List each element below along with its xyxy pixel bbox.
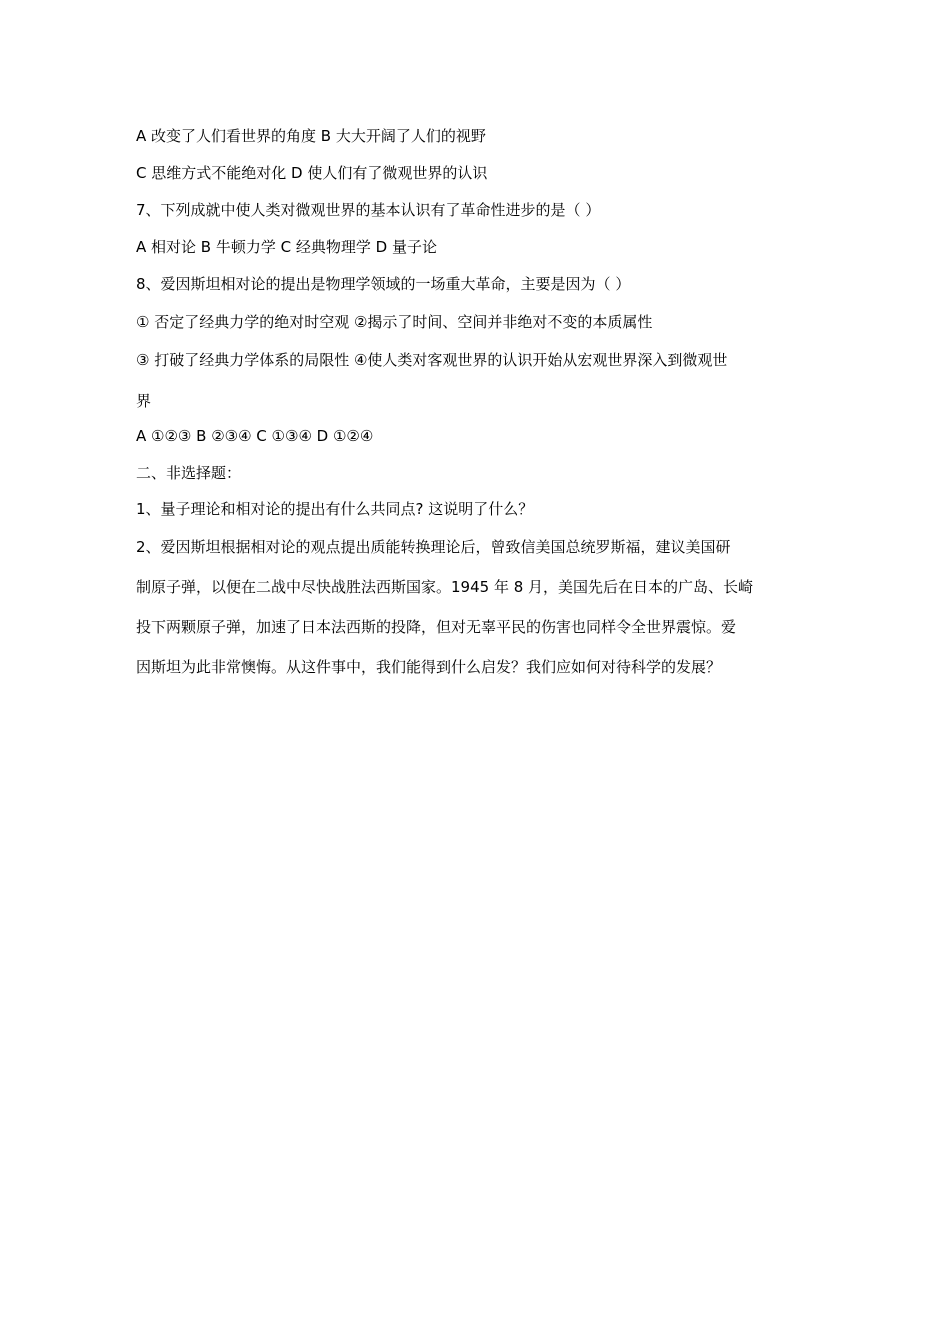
non-choice-question-2-line-1: 2、爱因斯坦根据相对论的观点提出质能转换理论后，曾致信美国总统罗斯福，建议美国研 <box>136 538 731 556</box>
q8-options: A ①②③ B ②③④ C ①③④ D ①②④ <box>136 427 374 445</box>
q8-statements-1-2: ① 否定了经典力学的绝对时空观 ②揭示了时间、空间并非绝对不变的本质属性 <box>136 313 653 331</box>
non-choice-question-2-line-3: 投下两颗原子弹，加速了日本法西斯的投降，但对无辜平民的伤害也同样令全世界震惊。爱 <box>136 618 737 636</box>
non-choice-question-1: 1、量子理论和相对论的提出有什么共同点? 这说明了什么？ <box>136 500 534 518</box>
q7-question: 7、下列成就中使人类对微观世界的基本认识有了革命性进步的是（ ） <box>136 201 601 219</box>
q6-options-ab: A 改变了人们看世界的角度 B 大大开阔了人们的视野 <box>136 127 486 145</box>
q8-question: 8、爱因斯坦相对论的提出是物理学领域的一场重大革命，主要是因为（ ） <box>136 275 631 293</box>
non-choice-question-2-line-4: 因斯坦为此非常懊悔。从这件事中，我们能得到什么启发？我们应如何对待科学的发展？ <box>136 658 722 676</box>
non-choice-question-2-line-2: 制原子弹，以便在二战中尽快战胜法西斯国家。1945 年 8 月，美国先后在日本的广岛、长崎 <box>136 578 754 596</box>
section-title-non-choice: 二、非选择题： <box>136 464 242 482</box>
q6-options-cd: C 思维方式不能绝对化 D 使人们有了微观世界的认识 <box>136 164 488 182</box>
q7-options: A 相对论 B 牛顿力学 C 经典物理学 D 量子论 <box>136 238 437 256</box>
q8-statements-3-4: ③ 打破了经典力学体系的局限性 ④使人类对客观世界的认识开始从宏观世界深入到微观世 <box>136 351 728 369</box>
q8-statements-3-4-continued: 界 <box>136 392 152 410</box>
